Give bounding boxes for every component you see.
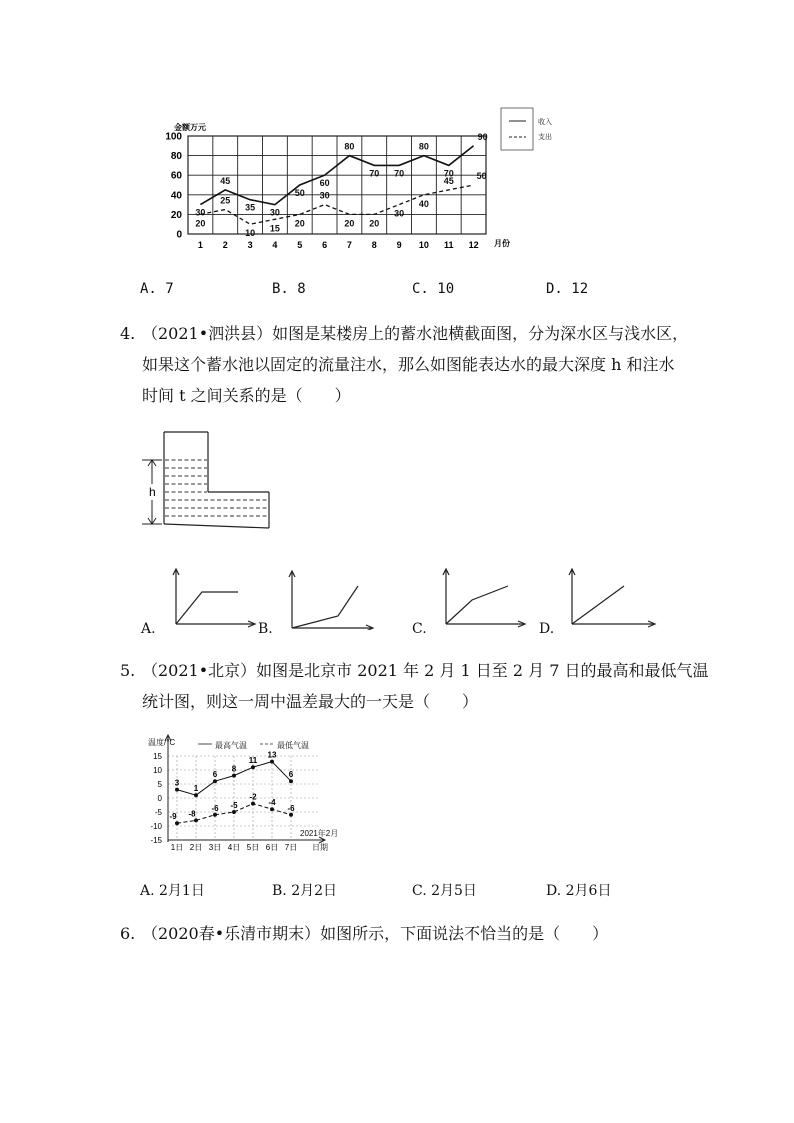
income-label: 80 — [418, 141, 429, 152]
water-tank-figure — [140, 428, 280, 538]
expense-label: 30 — [319, 190, 330, 201]
income-label: 50 — [294, 188, 305, 198]
y-tick-0: 0 — [176, 229, 182, 241]
q6-number: 6. — [120, 924, 136, 943]
low-temp-point — [232, 810, 236, 814]
legend-expense-label: 支出 — [538, 134, 552, 141]
expense-label: 45 — [443, 175, 454, 186]
high-temp-point — [194, 793, 198, 797]
low-temp-label: -8 — [188, 809, 196, 819]
temp-x-tick: 5日 — [246, 843, 260, 852]
q5-line-2: 统计图，则这一周中温差最大的一天是（ ） — [142, 692, 479, 711]
low-temp-point — [251, 802, 255, 806]
low-temp-point — [194, 818, 198, 822]
x-tick-9: 9 — [396, 240, 402, 250]
low-temp-point — [175, 821, 179, 825]
high-temp-label: 11 — [248, 756, 258, 766]
temp-x-note: 2021年2月 — [300, 829, 339, 838]
q4-line-3: 时间 t 之间关系的是（ ） — [142, 386, 351, 405]
expense-label: 50 — [476, 171, 487, 181]
temp-y-tick: 10 — [153, 766, 162, 775]
income-label: 80 — [344, 141, 355, 152]
x-tick-10: 10 — [418, 240, 429, 250]
high-temp-point — [289, 779, 293, 783]
q4-line-2: 如果这个蓄水池以固定的流量注水，那么如图能表达水的最大深度 h 和注水 — [142, 355, 675, 374]
income-label: 35 — [245, 202, 256, 213]
temp-series — [169, 751, 295, 826]
high-temp-label: 6 — [288, 770, 294, 780]
y-tick-40: 40 — [170, 190, 182, 202]
expense-label: 20 — [369, 218, 380, 229]
low-temp-point — [270, 807, 274, 811]
q3-option-a[interactable]: A. 7 — [140, 281, 174, 297]
x-tick-labels — [198, 240, 479, 250]
q3-option-b[interactable]: B. 8 — [272, 281, 306, 297]
temp-x-tick: 7日 — [284, 843, 298, 852]
temp-y-tick: 15 — [153, 752, 162, 761]
expense-label: 15 — [269, 223, 280, 234]
q4-option-b[interactable]: B. — [258, 621, 273, 637]
chart-legend — [501, 108, 533, 150]
income-label: 70 — [394, 168, 405, 179]
high-temp-point — [251, 765, 255, 769]
high-temp-label: 13 — [267, 750, 277, 760]
expense-label: 20 — [294, 218, 305, 229]
q4-option-d[interactable]: D. — [539, 621, 555, 637]
low-temp-label: -6 — [211, 803, 219, 813]
high-temp-label: 6 — [212, 770, 218, 780]
temp-x-tick: 4日 — [227, 843, 241, 852]
y-tick-20: 20 — [170, 209, 182, 221]
expense-label: 20 — [344, 218, 355, 229]
temp-legend-high: 最高气温 — [215, 741, 247, 750]
depth-h-label: h — [149, 485, 156, 499]
expense-label: 30 — [394, 208, 405, 219]
expense-label: 40 — [418, 198, 429, 209]
income-expense-chart — [140, 100, 540, 280]
x-tick-3: 3 — [247, 240, 253, 250]
q6-line-1: （2020春•乐清市期末）如图所示，下面说法不恰当的是（ ） — [142, 924, 609, 943]
high-temp-point — [175, 788, 179, 792]
expense-label: 20 — [195, 218, 206, 229]
q5-number: 5. — [120, 661, 136, 680]
income-label: 70 — [443, 168, 454, 179]
y-tick-labels — [165, 132, 182, 241]
high-temp-point — [270, 760, 274, 764]
legend-income-label: 收入 — [538, 119, 552, 126]
income-label: 45 — [220, 175, 231, 186]
x-tick-11: 11 — [443, 240, 454, 250]
x-tick-7: 7 — [346, 240, 352, 250]
chart-grid — [188, 136, 486, 234]
x-axis-label: 月份 — [494, 239, 510, 248]
temp-y-tick: -15 — [150, 836, 162, 845]
high-temp-label: 8 — [231, 764, 237, 774]
low-temp-label: -6 — [287, 803, 295, 813]
income-label: 90 — [477, 131, 488, 142]
high-temp-point — [213, 779, 217, 783]
high-temp-point — [232, 774, 236, 778]
x-tick-4: 4 — [272, 240, 278, 250]
temp-y-tick: -10 — [150, 822, 162, 831]
income-label: 70 — [369, 168, 380, 179]
low-temp-label: -9 — [169, 812, 177, 822]
q3-option-d[interactable]: D. 12 — [546, 281, 589, 297]
q5-option-b[interactable]: B. 2月2日 — [272, 883, 338, 899]
chart-series — [195, 132, 487, 238]
temp-y-tick: 0 — [157, 794, 162, 803]
q4-option-c[interactable]: C. — [412, 621, 427, 637]
x-tick-5: 5 — [297, 240, 303, 250]
q4-option-a[interactable]: A. — [141, 621, 156, 637]
temp-x-axis-label: 日期 — [312, 843, 328, 852]
temp-grid — [165, 735, 325, 843]
x-tick-2: 2 — [222, 240, 228, 250]
x-tick-1: 1 — [197, 240, 203, 250]
low-temp-label: -5 — [230, 801, 238, 810]
temp-x-tick-labels — [171, 843, 297, 852]
low-temp-label: -2 — [249, 792, 257, 802]
q5-option-d[interactable]: D. 2月6日 — [546, 883, 612, 899]
income-label: 30 — [195, 207, 206, 218]
q3-option-c[interactable]: C. 10 — [412, 281, 455, 297]
y-axis-label: 金额万元 — [174, 123, 206, 132]
temp-x-tick: 1日 — [170, 843, 184, 852]
high-temp-label: 3 — [174, 778, 180, 788]
income-label: 60 — [319, 178, 330, 189]
q5-line-1: （2021•北京）如图是北京市 2021 年 2 月 1 日至 2 月 7 日的最高和最低气温 — [142, 661, 709, 680]
temp-y-axis-label: 温度/°C — [148, 738, 176, 747]
temp-x-tick: 2日 — [189, 843, 203, 852]
low-temp-point — [289, 813, 293, 817]
x-tick-12: 12 — [468, 240, 479, 250]
q5-option-c[interactable]: C. 2月5日 — [412, 883, 477, 899]
q4-number: 4. — [120, 324, 136, 343]
temp-x-tick: 6日 — [265, 843, 279, 852]
x-tick-8: 8 — [371, 240, 377, 250]
income-label: 30 — [269, 207, 280, 218]
y-tick-60: 60 — [170, 170, 182, 182]
temp-x-tick: 3日 — [208, 843, 222, 852]
expense-label: 25 — [220, 195, 231, 206]
low-temp-label: -4 — [268, 798, 276, 808]
expense-label: 10 — [245, 228, 256, 239]
y-tick-80: 80 — [170, 151, 182, 163]
q4-graph-d — [566, 564, 660, 628]
temp-y-tick: 5 — [157, 780, 162, 789]
q4-graph-c — [440, 564, 530, 628]
y-tick-100: 100 — [165, 131, 182, 143]
q4-graph-b — [286, 566, 378, 630]
q4-line-1: （2021•泗洪县）如图是某楼房上的蓄水池横截面图，分为深水区与浅水区， — [142, 324, 689, 343]
q5-option-a[interactable]: A. 2月1日 — [140, 883, 205, 899]
temp-y-tick: -5 — [154, 808, 162, 817]
high-temp-label: 1 — [193, 784, 199, 794]
low-temp-point — [213, 813, 217, 817]
q4-graph-a — [170, 564, 260, 628]
temp-legend-low: 最低气温 — [277, 741, 309, 750]
x-tick-6: 6 — [322, 240, 328, 250]
temp-y-tick-labels — [150, 752, 162, 845]
